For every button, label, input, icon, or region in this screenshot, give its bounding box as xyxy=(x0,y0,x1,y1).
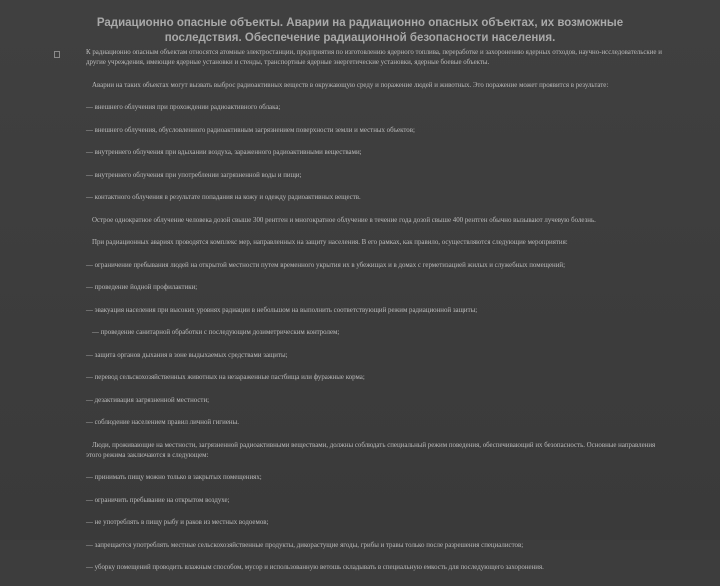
list-item: — ограничение пребывания людей на открытой местности путем временного укрытия их в убежищах и в домах с герметизацией жилых и служебных помещений; xyxy=(86,261,565,269)
paragraph-4: При радиационных авариях проводятся комплекс мер, направленных на защиту населения. В его рамках, как правило, осуществляются следующие мероприятия: xyxy=(92,239,568,246)
list-item: — перевод сельскохозяйственных животных на незараженные пастбища или фуражные корма; xyxy=(86,374,365,381)
slide-body xyxy=(86,48,672,586)
list-item: — проведение йодной профилактики; xyxy=(86,284,198,291)
list-item: — эвакуация населения при высоких уровнях радиации в небольшом на выполнить соответствующий режим радиационной защиты; xyxy=(86,306,478,314)
list-item: — принимать пищу можно только в закрытых помещениях; xyxy=(86,474,262,481)
paragraph-2: Аварии на таких объектах могут вызвать выброс радиоактивных веществ в окружающую среду и поражение людей и животных. Это поражение может проявится в результате: xyxy=(92,81,609,89)
list-item: — внутреннего облучения при вдыхании воздуха, зараженного радиоактивными веществами; xyxy=(86,149,362,156)
list-item: — соблюдение населением правил личной гигиены. xyxy=(86,419,239,426)
paragraph-5: Люди, проживающие на местности, загрязненной радиоактивными веществами, должны соблюдать специальный режим поведения, обеспечивающий их безопасность. Основные направления этого режима заключаются в следующем: xyxy=(86,441,656,459)
list-item: — внутреннего облучения при употреблении загрязненной воды и пищи; xyxy=(86,171,302,179)
list-item: — не употреблять в пищу рыбу и раков из местных водоемов; xyxy=(86,519,269,526)
list-item: — защита органов дыхания в зоне выдыхаемых средствами защиты; xyxy=(86,351,288,359)
paragraph-3: Острое однократное облучение человека дозой свыше 300 рентген и многократное облучение в течение года дозой свыше 400 рентген обычно вызывают лучевую болезнь. xyxy=(92,216,596,224)
list-item: — ограничить пребывание на открытом воздухе; xyxy=(86,496,230,504)
list-item: — внешнего облучения, обусловленного радиоактивным загрязнением поверхности земли и местных объектов; xyxy=(86,126,415,134)
slide-title: Радиационно опасные объекты. Аварии на радиационно опасных объектах, их возможные последствия. Обеспечение радиационной безопасности населения. xyxy=(96,17,624,44)
paragraph-1: К радиационно опасным объектам относятся атомные электростанции, предприятия по изготовлению ядерного топлива, переработке и захоронению ядерных отходов, научно-исследовательские и другие учреждения, имеющие ядерные установки и стенды, транспортные ядерные энергетические установки, ядерные боевые объекты. xyxy=(86,49,662,66)
square-bullet-icon xyxy=(54,51,60,58)
list-item: — внешнего облучения при прохождении радиоактивного облака; xyxy=(86,104,281,111)
list-item: — уборку помещений проводить влажным способом, мусор и использованную ветошь складывать в специальную емкость для последующего захоронения. xyxy=(86,564,544,571)
list-item: — дезактивация загрязненной местности; xyxy=(86,396,210,404)
list-item: — запрещается употреблять местные сельскохозяйственные продукты, дикорастущие ягоды, грибы и травы только после разрешения специалистов; xyxy=(86,541,524,549)
list-item: — проведение санитарной обработки с последующим дозиметрическим контролем; xyxy=(92,329,340,336)
list-item: — контактного облучения в результате попадания на кожу и одежду радиоактивных веществ. xyxy=(86,194,361,201)
